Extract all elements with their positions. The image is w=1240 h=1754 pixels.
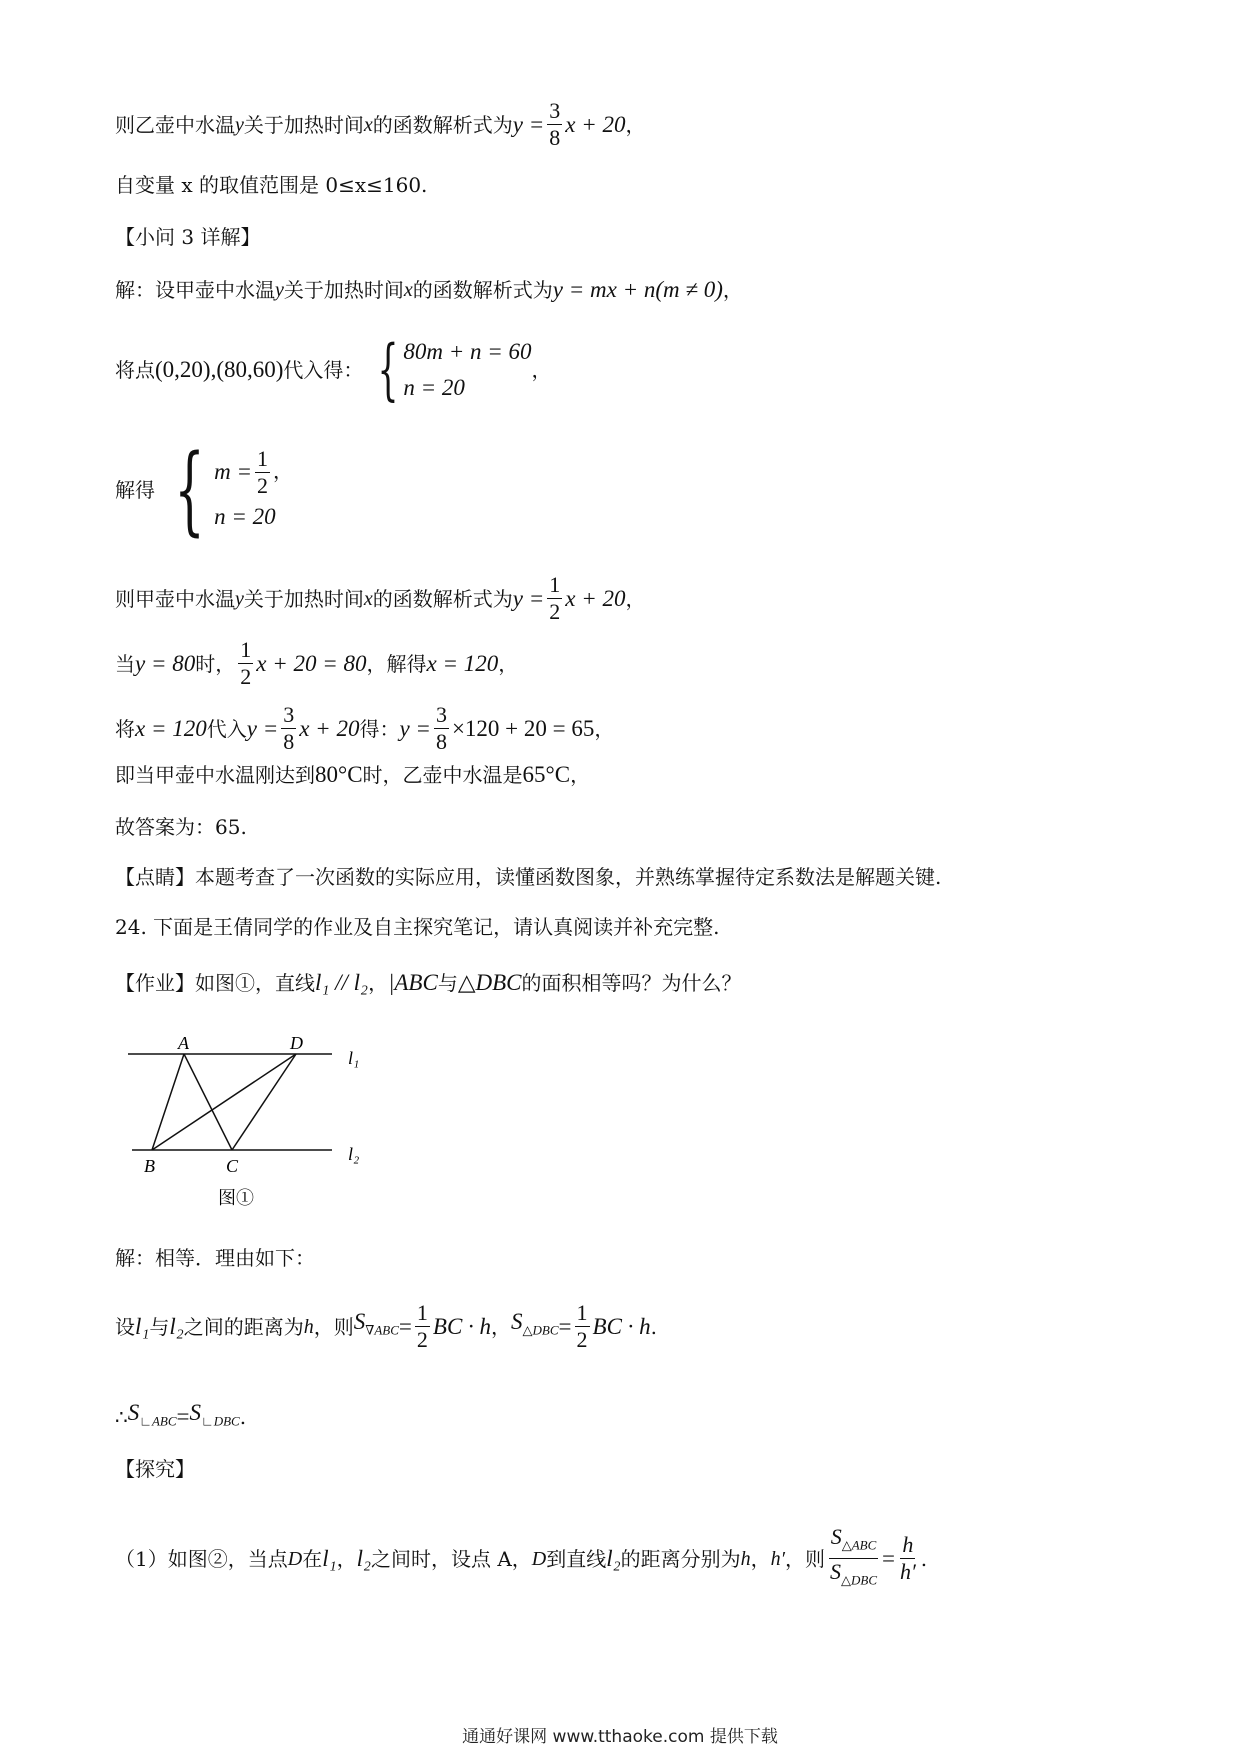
subscript: △DBC [841,1572,877,1588]
math-expr: l₂ [356,1545,371,1571]
text-segment: （1）如图②，当点 [115,1546,288,1571]
area-ratio-fraction [828,1524,879,1594]
text-segment: 【点睛】本题考查了一次函数的实际应用，读懂函数图象，并熟练掌握待定系数法是解题关键. [115,865,942,889]
var-d: D [531,1547,547,1570]
fraction-numerator: 3 [283,702,295,727]
text-segment: 得： [359,716,400,741]
fraction-numerator: 1 [549,572,561,597]
label-point-b: B [144,1156,155,1176]
fraction-denominator: 2 [416,1327,428,1352]
punctuation: ， [368,971,389,995]
punctuation: ， [272,461,293,483]
label-l1: l₁ [348,1048,360,1068]
fraction-numerator: 1 [576,1300,588,1325]
text-line-11 [115,812,247,842]
text-segment: 时， [195,651,236,676]
text-segment: 与 [437,971,458,995]
var-y: y [275,279,284,301]
math-expr: x + 20 [299,715,360,741]
symbol-s: S [830,1524,842,1549]
text-segment: 将点 [115,358,155,382]
math-expr: BC · h [432,1313,492,1339]
math-expr: y = [399,715,431,741]
text-line-5 [115,331,552,408]
var-x: x [363,113,373,136]
subscript: △DBC [522,1322,559,1338]
var-h-prime: h′ [770,1547,785,1570]
fraction-denominator: h′ [899,1559,916,1585]
text-segment: 时，乙壶中水温是 [362,763,523,787]
math-expr: l₂ [169,1313,184,1339]
fraction-denominator: 2 [240,664,252,689]
symbol-s: S [353,1309,366,1335]
text-segment: 24. 下面是王倩同学的作业及自主探究笔记，请认真阅读并补充完整. [115,915,720,939]
brace-icon: { [377,331,399,408]
text-segment: ，则 [785,1546,825,1571]
math-expr: l₁ [135,1313,150,1339]
punctuation: ， [336,1546,357,1571]
segment-ab [152,1054,184,1150]
geometry-figure-1 [120,1032,380,1212]
text-segment: 则乙壶中水温 [115,112,235,137]
punctuation: . [920,1546,928,1571]
text-segment: 与 [149,1314,170,1339]
math-expr: m = [214,459,252,484]
var-y: y [235,113,244,136]
var-x: x [403,279,413,301]
math-expr: ×120 + 20 = 65 [451,715,595,741]
question-title [115,912,720,942]
text-segment: 则甲壶中水温 [115,586,235,611]
text-segment: 设 [115,1314,135,1339]
var-h: h [303,1315,314,1338]
area-symbol [128,1398,177,1437]
fraction-numerator: 3 [435,702,447,727]
equation-system [367,331,532,408]
text-line-10 [115,760,590,790]
text-segment: 【小问 3 详解】 [115,225,261,249]
symbol-s: S [830,1559,841,1585]
math-expr: |ABC [388,970,438,995]
equation-row: n = 20 [214,503,276,529]
punctuation: ， [531,358,552,382]
math-expr: l₁ [322,1545,337,1571]
math-expr: 80°C [315,762,363,787]
text-segment: 代入得： [283,358,364,382]
text-segment: 解：相等．理由如下： [115,1246,315,1270]
text-segment: 的函数解析式为 [412,278,553,302]
equals: = [176,1404,190,1430]
text-line-9 [115,702,614,755]
equation-system [159,434,293,546]
fraction-denominator: 8 [435,729,447,754]
symbol-s: S [189,1400,201,1425]
fraction-numerator: 1 [240,637,252,662]
text-segment: 的距离分别为 [620,1546,741,1571]
equation-row: 80m + n = 60 [403,339,532,364]
text-line-19 [115,1524,927,1594]
punctuation: ， [594,716,615,741]
math-expr: l₁ // l₂ [315,970,369,995]
fraction-numerator: h [902,1532,914,1558]
fraction-numerator: 1 [416,1300,428,1325]
fraction-denominator: 8 [283,729,295,754]
area-symbol [354,1307,399,1346]
therefore-symbol: ∴ [115,1405,128,1430]
text-line-15 [115,1243,315,1273]
area-symbol [190,1398,240,1437]
area-symbol [511,1307,559,1346]
text-segment: 将 [115,716,135,741]
page-footer: 通通好课网 www.tthaoke.com 提供下载 [462,1727,778,1747]
text-segment: 【探究】 [115,1457,195,1481]
var-d: D [287,1547,303,1570]
fraction [547,98,562,151]
text-segment: 关于加热时间 [283,278,404,302]
label-point-a: A [178,1033,189,1053]
punctuation: . [239,1405,247,1430]
math-expr: y = 80 [135,650,196,676]
punctuation: . [650,1314,658,1339]
punctuation: ， [750,1546,771,1571]
brace-icon: { [174,434,205,546]
text-segment: 之间的距离为 [183,1314,304,1339]
text-segment: 到直线 [546,1546,607,1571]
subscript: ∟DBC [201,1413,240,1429]
math-expr: y = [512,111,545,137]
math-expr: BC · h [592,1313,651,1339]
punctuation: ， [625,112,646,137]
punctuation: ， [722,278,743,302]
text-segment: 的函数解析式为 [372,112,513,137]
text-line-6 [115,434,293,546]
text-segment: 解：设甲壶中水温 [115,278,275,302]
equation-row: n = 20 [403,375,465,400]
math-expr: y = [246,715,279,741]
math-expr: (0,20),(80,60) [155,357,284,382]
segment-dc [232,1054,296,1150]
fraction-numerator: 3 [549,98,561,123]
text-segment: 在 [302,1546,323,1571]
subscript: △ABC [841,1537,877,1553]
text-segment: 【作业】如图①，直线 [115,971,315,995]
math-expr: 65°C [522,762,571,787]
text-line-4 [115,275,743,305]
punctuation: ， [491,1314,512,1339]
text-segment: 自变量 x 的取值范围是 0≤x≤160. [115,173,428,197]
text-line-17 [115,1398,246,1437]
text-segment: 的函数解析式为 [372,586,513,611]
fraction-denominator: 2 [256,472,268,498]
text-segment: 关于加热时间 [243,586,364,611]
text-segment: 故答案为：65. [115,815,247,839]
math-expr: △DBC [457,970,522,995]
math-expr: l₂ [606,1545,621,1571]
text-segment: 解得 [115,478,155,502]
var-x: x [363,587,373,610]
text-line-8 [115,637,518,690]
text-segment: 代入 [206,716,247,741]
text-segment: 的面积相等吗？为什么？ [521,971,742,995]
text-segment: 关于加热时间 [243,112,364,137]
text-segment: ，解得 [366,651,427,676]
text-segment: 之间时，设点 A， [370,1546,532,1571]
equals: = [398,1313,412,1339]
text-segment: 即当甲壶中水温刚达到 [115,763,315,787]
text-segment: ，则 [313,1314,354,1339]
math-expr: x + 20 [565,111,626,137]
math-expr: x + 20 = 80 [256,650,367,676]
fraction-numerator: 1 [256,445,268,471]
figure-caption: 图① [218,1188,254,1209]
symbol-s: S [127,1400,140,1425]
punctuation: ， [570,763,591,787]
subscript: ∇ABC [365,1322,399,1338]
text-line-14 [115,968,742,998]
math-expr: x = 120 [135,715,207,741]
var-h: h [740,1547,751,1570]
label-point-c: C [226,1156,239,1176]
label-point-d: D [290,1033,303,1053]
section-heading-explore [115,1454,195,1484]
equals: = [882,1545,895,1571]
punctuation: ， [498,651,519,676]
equation-row [214,446,293,499]
symbol-s: S [511,1309,523,1335]
fraction-denominator: 2 [576,1327,588,1352]
text-line-7 [115,572,646,625]
text-line-2 [115,170,427,200]
math-expr: y = mx + n(m ≠ 0) [552,277,723,302]
subscript: ∟ABC [139,1413,177,1429]
fraction-denominator: 2 [549,599,561,624]
var-y: y [235,587,244,610]
fraction-denominator: 8 [549,125,561,150]
section-heading [115,222,260,252]
text-segment: 当 [115,651,135,676]
math-expr: y = [512,585,545,611]
equals: = [558,1313,572,1339]
label-l2: l₂ [348,1144,360,1164]
text-line-12 [115,862,941,892]
text-line-16 [115,1300,657,1353]
math-expr: x + 20 [565,585,626,611]
punctuation: ， [625,586,646,611]
text-line-1 [115,98,646,151]
math-expr: x = 120 [426,650,499,676]
